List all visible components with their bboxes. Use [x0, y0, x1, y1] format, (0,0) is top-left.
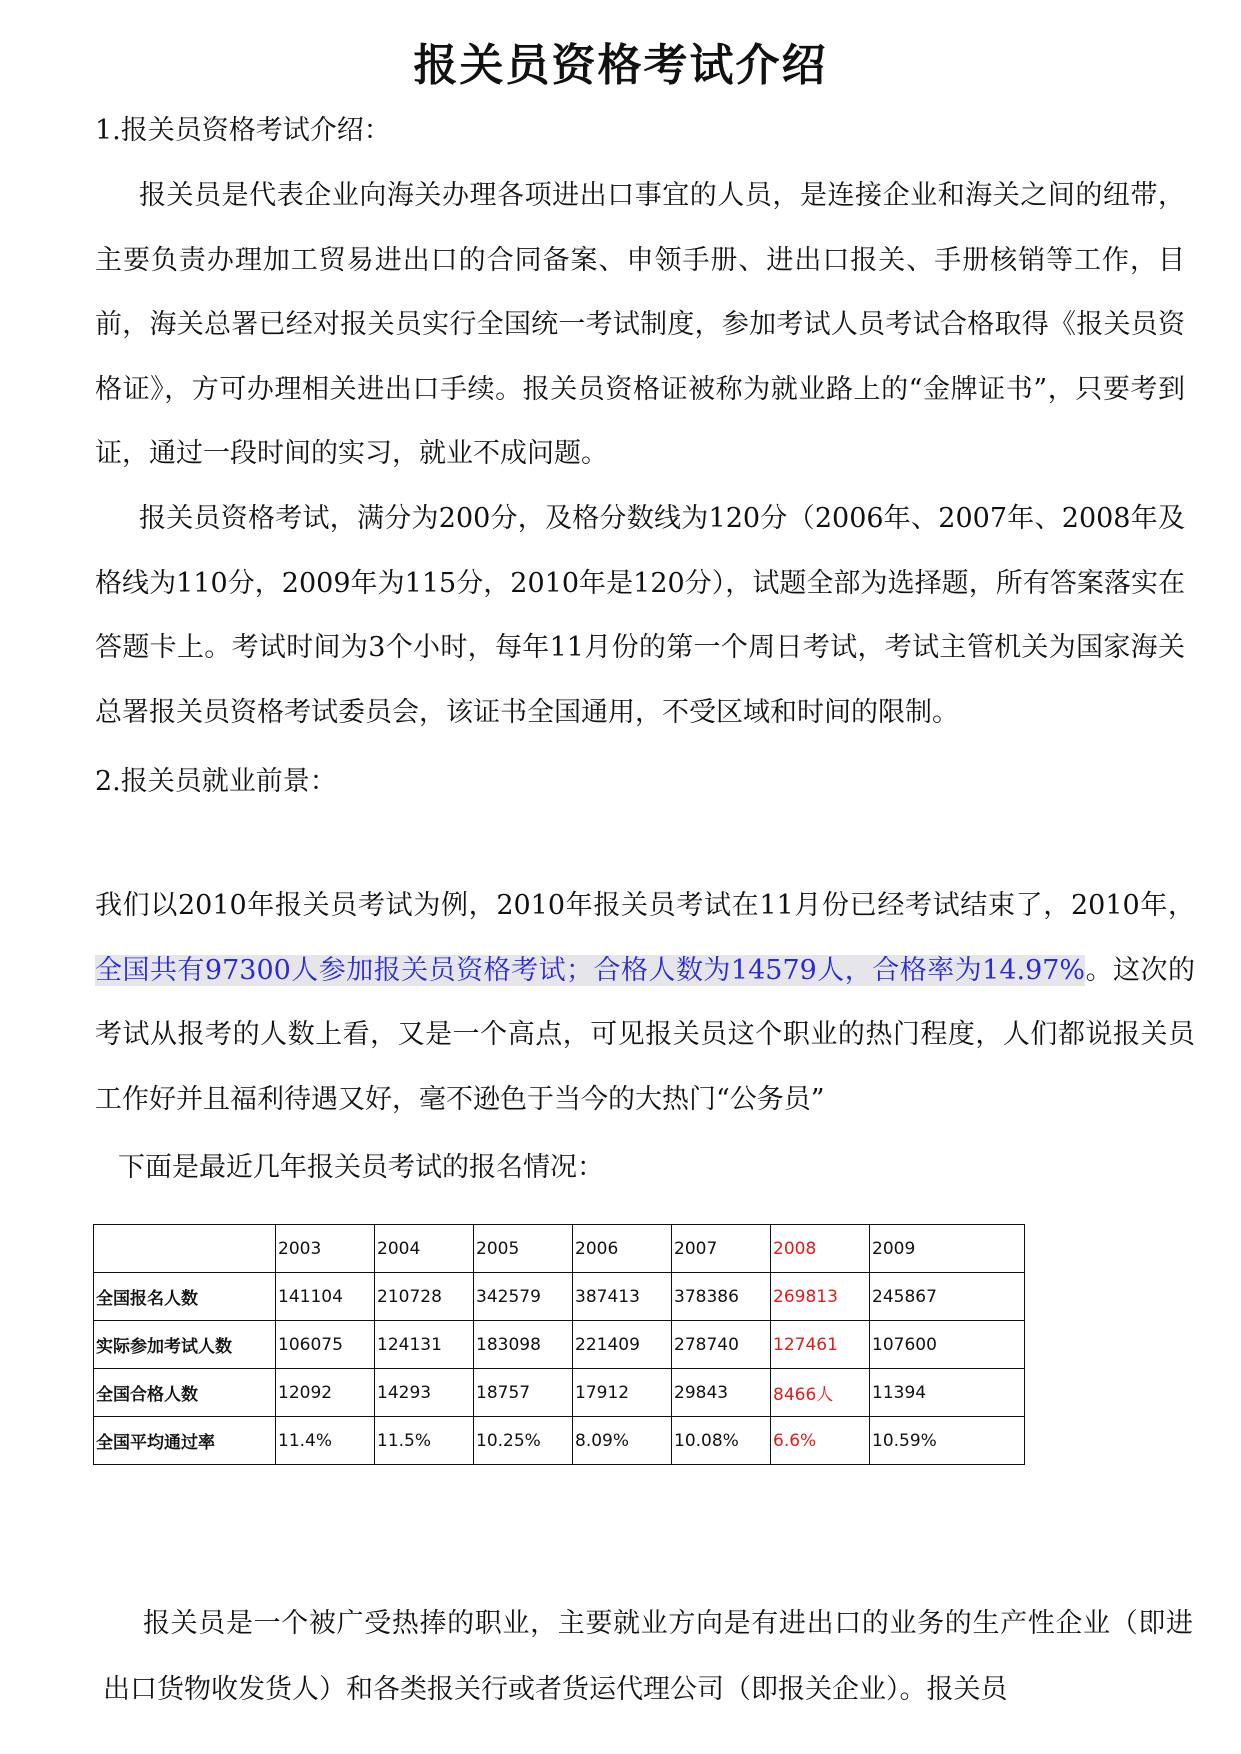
paragraph-employment-direction: 报关员是一个被广受热捧的职业，主要就业方向是有进出口的业务的生产性企业（即进出口货物收发货人）和各类报关行或者货运代理公司（即报关企业）。报关员: [103, 1608, 1193, 1705]
table-cell: 8.09%: [573, 1417, 672, 1465]
year-header-2005: 2005: [474, 1225, 573, 1273]
table-row: [94, 1273, 1025, 1321]
table-corner-cell: [94, 1225, 276, 1273]
table-row: [94, 1369, 1025, 1417]
section-heading-career-prospects: 2.报关员就业前景：: [95, 766, 337, 797]
table-cell: 14293: [375, 1369, 474, 1417]
table-cell: 10.59%: [870, 1417, 1025, 1465]
table-cell: 10.08%: [672, 1417, 771, 1465]
year-header-2008: 2008: [771, 1225, 870, 1273]
table-cell: 17912: [573, 1369, 672, 1417]
table-cell: 245867: [870, 1273, 1025, 1321]
year-header-2006: 2006: [573, 1225, 672, 1273]
paragraph-exam-details: 报关员资格考试，满分为200分，及格分数线为120分（2006年、2007年、2008年及格线为110分，2009年为115分，2010年是120分），试题全部为选择题，所有答案落实在答题卡上。考试时间为3个小时，每年11月份的第一个周日考试，考试主管机关为国家海关总署报关员资格考试委员会，该证书全国通用，不受区域和时间的限制。: [95, 503, 1185, 728]
year-header-2004: 2004: [375, 1225, 474, 1273]
table-cell: 106075: [276, 1321, 375, 1369]
section-heading-exam-intro: 1.报关员资格考试介绍：: [95, 115, 391, 146]
table-cell: 6.6%: [771, 1417, 870, 1465]
row-label: 全国平均通过率: [94, 1417, 276, 1465]
table-cell: 127461: [771, 1321, 870, 1369]
paragraph-2010-exam-results: [95, 874, 1195, 1132]
table-cell: 11.5%: [375, 1417, 474, 1465]
table-cell: 29843: [672, 1369, 771, 1417]
table-cell: 10.25%: [474, 1417, 573, 1465]
table-cell: 11394: [870, 1369, 1025, 1417]
table-cell: 141104: [276, 1273, 375, 1321]
table-cell: 221409: [573, 1321, 672, 1369]
table-cell: 278740: [672, 1321, 771, 1369]
year-header-2009: 2009: [870, 1225, 1025, 1273]
highlighted-pass-statistics: 全国共有97300人参加报关员资格考试；合格人数为14579人，合格率为14.97%: [95, 954, 1086, 986]
page-title: 报关员资格考试介绍: [413, 40, 828, 91]
table-cell: 378386: [672, 1273, 771, 1321]
year-header-2003: 2003: [276, 1225, 375, 1273]
table-cell: 107600: [870, 1321, 1025, 1369]
table-cell: 12092: [276, 1369, 375, 1417]
table-cell: 183098: [474, 1321, 573, 1369]
row-label: 实际参加考试人数: [94, 1321, 276, 1369]
paragraph-2010-text-after: 。这次的考试从报考的人数上看，又是一个高点，可见报关员这个职业的热门程度，人们都说报关员工作好并且福利待遇又好，毫不逊色于当今的大热门“公务员”: [95, 954, 1196, 1115]
paragraph-customs-broker-role: 报关员是代表企业向海关办理各项进出口事宜的人员，是连接企业和海关之间的纽带，主要负责办理加工贸易进出口的合同备案、申领手册、进出口报关、手册核销等工作，目前，海关总署已经对报关员实行全国统一考试制度，参加考试人员考试合格取得《报关员资格证》，方可办理相关进出口手续。报关员资格证被称为就业路上的“金牌证书”，只要考到证，通过一段时间的实习，就业不成问题。: [95, 180, 1185, 469]
table-intro-text: 下面是最近几年报关员考试的报名情况：: [118, 1152, 604, 1183]
table-row: [94, 1321, 1025, 1369]
table-cell: 124131: [375, 1321, 474, 1369]
table-cell: 11.4%: [276, 1417, 375, 1465]
year-header-2007: 2007: [672, 1225, 771, 1273]
table-cell: 387413: [573, 1273, 672, 1321]
table-row: [94, 1417, 1025, 1465]
registration-statistics-table: [93, 1224, 1025, 1465]
table-cell: 8466人: [771, 1369, 870, 1417]
table-cell: 210728: [375, 1273, 474, 1321]
paragraph-2010-text-before: 我们以2010年报关员考试为例，2010年报关员考试在11月份已经考试结束了，2010年，: [95, 890, 1195, 921]
table-header-row: [94, 1225, 1025, 1273]
table-cell: 269813: [771, 1273, 870, 1321]
row-label: 全国报名人数: [94, 1273, 276, 1321]
table-cell: 342579: [474, 1273, 573, 1321]
row-label: 全国合格人数: [94, 1369, 276, 1417]
table-cell: 18757: [474, 1369, 573, 1417]
